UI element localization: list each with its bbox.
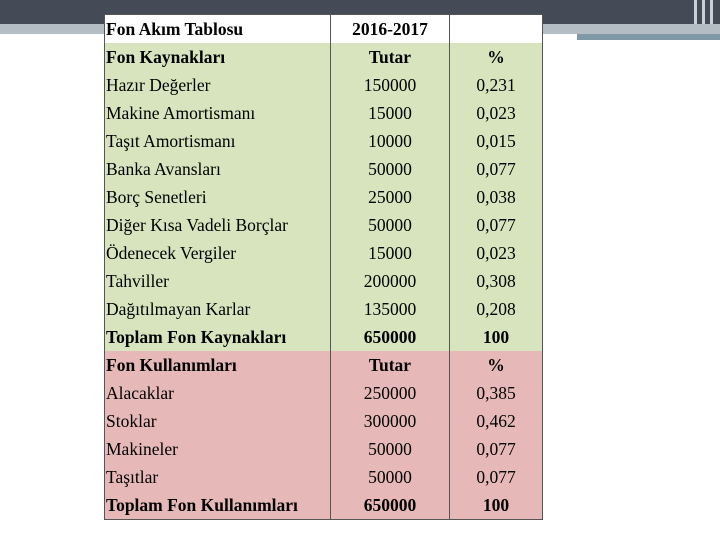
source-row (105, 267, 543, 295)
use-percent: 0,385 (450, 379, 543, 407)
source-percent: 0,038 (450, 183, 543, 211)
use-amount: 250000 (331, 379, 450, 407)
uses-total-label: Toplam Fon Kullanımları (105, 491, 331, 520)
table-title-row (105, 15, 543, 44)
use-percent: 0,077 (450, 435, 543, 463)
use-percent: 0,077 (450, 463, 543, 491)
source-row (105, 127, 543, 155)
source-percent: 0,231 (450, 71, 543, 99)
source-label: Borç Senetleri (105, 183, 331, 211)
source-label: Hazır Değerler (105, 71, 331, 99)
use-label: Alacaklar (105, 379, 331, 407)
source-percent: 0,015 (450, 127, 543, 155)
sources-header-label: Fon Kaynakları (105, 43, 331, 71)
use-row (105, 379, 543, 407)
uses-amount-header: Tutar (331, 351, 450, 379)
source-row (105, 239, 543, 267)
source-amount: 50000 (331, 211, 450, 239)
source-label: Dağıtılmayan Karlar (105, 295, 331, 323)
sources-total-percent: 100 (450, 323, 543, 351)
use-label: Makineler (105, 435, 331, 463)
source-label: Diğer Kısa Vadeli Borçlar (105, 211, 331, 239)
use-label: Stoklar (105, 407, 331, 435)
source-amount: 25000 (331, 183, 450, 211)
source-amount: 10000 (331, 127, 450, 155)
sources-amount-header: Tutar (331, 43, 450, 71)
use-amount: 50000 (331, 463, 450, 491)
source-amount: 15000 (331, 99, 450, 127)
source-amount: 200000 (331, 267, 450, 295)
source-row (105, 183, 543, 211)
fund-flow-table (104, 14, 543, 520)
table-title: Fon Akım Tablosu (105, 15, 331, 44)
source-label: Banka Avansları (105, 155, 331, 183)
source-row (105, 295, 543, 323)
uses-total-percent: 100 (450, 491, 543, 520)
use-row (105, 435, 543, 463)
use-amount: 50000 (331, 435, 450, 463)
use-row (105, 407, 543, 435)
source-amount: 135000 (331, 295, 450, 323)
uses-total-amount: 650000 (331, 491, 450, 520)
period-label: 2016-2017 (331, 15, 450, 44)
sources-total-label: Toplam Fon Kaynakları (105, 323, 331, 351)
source-row (105, 99, 543, 127)
source-amount: 15000 (331, 239, 450, 267)
uses-header-row (105, 351, 543, 379)
source-percent: 0,077 (450, 211, 543, 239)
source-label: Tahviller (105, 267, 331, 295)
source-percent: 0,208 (450, 295, 543, 323)
source-percent: 0,077 (450, 155, 543, 183)
use-percent: 0,462 (450, 407, 543, 435)
source-label: Makine Amortismanı (105, 99, 331, 127)
sources-percent-header: % (450, 43, 543, 71)
source-row (105, 155, 543, 183)
sources-total-row (105, 323, 543, 351)
source-percent: 0,023 (450, 239, 543, 267)
use-amount: 300000 (331, 407, 450, 435)
use-label: Taşıtlar (105, 463, 331, 491)
sources-total-amount: 650000 (331, 323, 450, 351)
uses-total-row (105, 491, 543, 520)
sources-header-row (105, 43, 543, 71)
uses-percent-header: % (450, 351, 543, 379)
source-amount: 50000 (331, 155, 450, 183)
source-amount: 150000 (331, 71, 450, 99)
source-row (105, 71, 543, 99)
source-percent: 0,023 (450, 99, 543, 127)
source-row (105, 211, 543, 239)
use-row (105, 463, 543, 491)
uses-header-label: Fon Kullanımları (105, 351, 331, 379)
title-percent-cell (450, 15, 543, 44)
source-label: Taşıt Amortismanı (105, 127, 331, 155)
slide-corner-decoration (690, 0, 720, 24)
slide-header-accent-tab (577, 34, 720, 40)
source-label: Ödenecek Vergiler (105, 239, 331, 267)
source-percent: 0,308 (450, 267, 543, 295)
